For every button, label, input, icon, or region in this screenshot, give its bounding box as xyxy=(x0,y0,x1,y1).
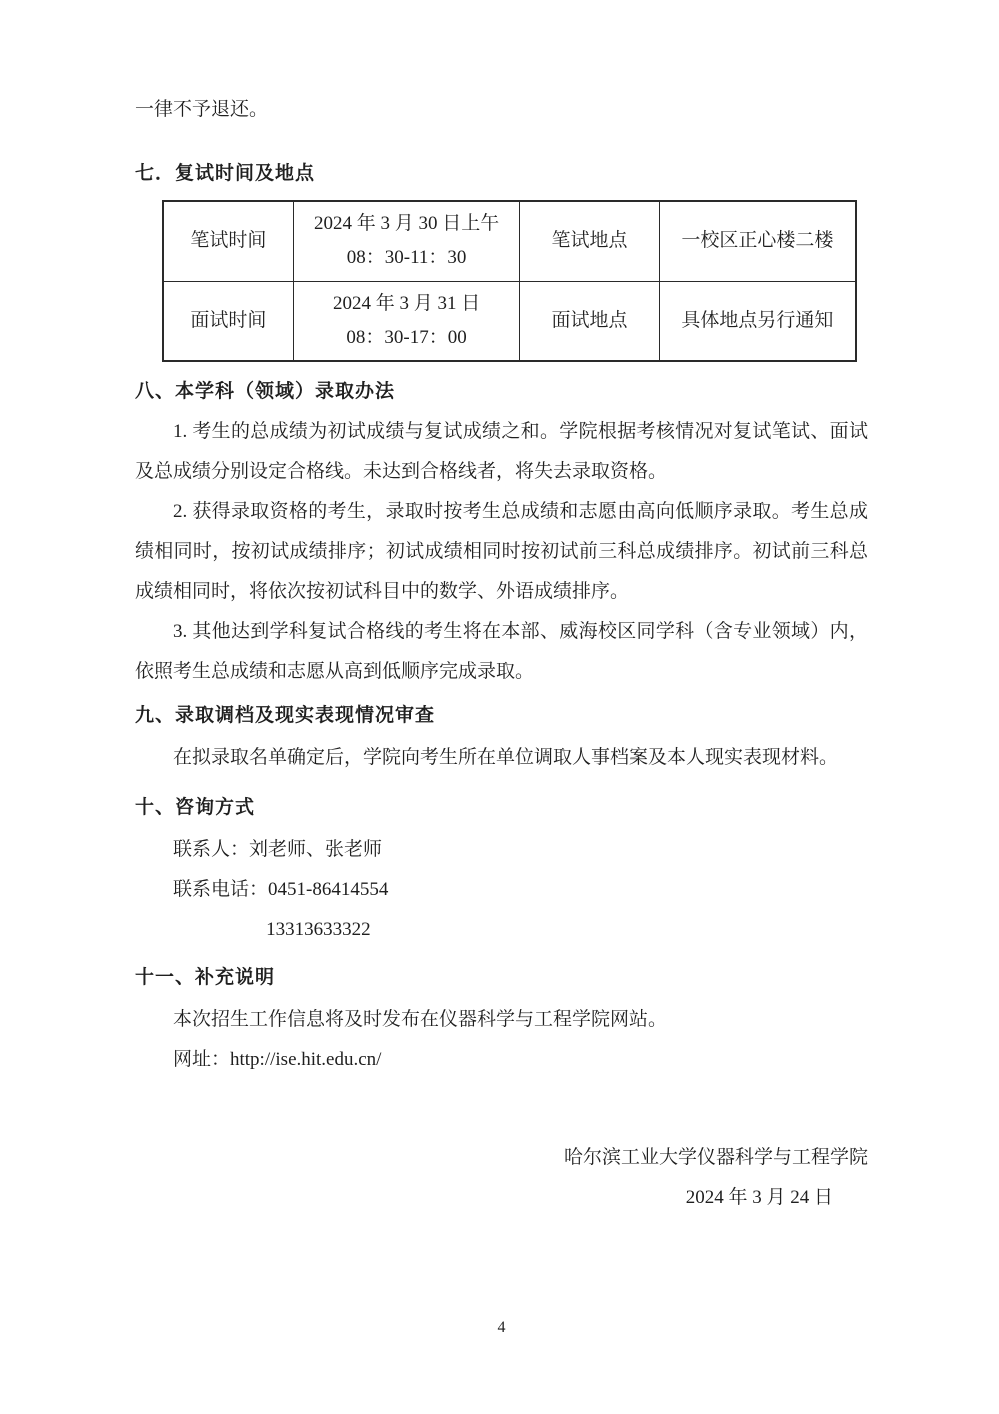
written-exam-place-label: 笔试地点 xyxy=(520,201,659,281)
section10-heading: 十、咨询方式 xyxy=(135,797,256,818)
signature-date: 2024 年 3 月 24 日 xyxy=(685,1187,833,1208)
table-row xyxy=(163,281,856,361)
signature-block xyxy=(135,1138,868,1218)
interview-hours: 08：30-17：00 xyxy=(346,326,467,348)
written-exam-time-value xyxy=(293,201,520,281)
section9-paragraph: 在拟录取名单确定后，学院向考生所在单位调取人事档案及本人现实表现材料。 xyxy=(173,747,839,768)
interview-date: 2024 年 3 月 31 日 xyxy=(332,292,481,314)
leading-text: 一律不予退还。 xyxy=(135,99,269,120)
website-line: 网址：http://ise.hit.edu.cn/ xyxy=(173,1049,382,1070)
contact-phone-line: 联系电话：0451-86414554 xyxy=(173,879,389,900)
contact-person-line: 联系人：刘老师、张老师 xyxy=(173,839,383,860)
written-exam-time-label: 笔试时间 xyxy=(163,201,293,281)
interview-place-value: 具体地点另行通知 xyxy=(659,281,856,361)
section8-paragraph-1: 1. 考生的总成绩为初试成绩与复试成绩之和。学院根据考核情况对复试笔试、面试及总成绩分别设定合格线。未达到合格线者，将失去录取资格。 xyxy=(135,421,868,482)
exam-schedule-table xyxy=(162,200,857,362)
written-exam-hours: 08：30-11：30 xyxy=(346,247,467,269)
section11-heading: 十一、补充说明 xyxy=(135,967,276,988)
table-row xyxy=(163,201,856,281)
interview-time-label: 面试时间 xyxy=(163,281,293,361)
interview-time-value xyxy=(293,281,520,361)
page-number: 4 xyxy=(497,1319,506,1336)
contact-phone2-line: 13313633322 xyxy=(266,919,371,940)
written-exam-date: 2024 年 3 月 30 日上午 xyxy=(313,213,500,235)
signature-organization: 哈尔滨工业大学仪器科学与工程学院 xyxy=(563,1147,868,1168)
section8-paragraph-3: 3. 其他达到学科复试合格线的考生将在本部、威海校区同学科（含专业领域）内，依照考生总成绩和志愿从高到低顺序完成录取。 xyxy=(135,621,868,682)
section11-paragraph: 本次招生工作信息将及时发布在仪器科学与工程学院网站。 xyxy=(173,1009,668,1030)
section8-heading: 八、本学科（领域）录取办法 xyxy=(135,381,396,402)
written-exam-place-value: 一校区正心楼二楼 xyxy=(659,201,856,281)
interview-place-label: 面试地点 xyxy=(520,281,659,361)
section8-paragraph-2: 2. 获得录取资格的考生，录取时按考生总成绩和志愿由高向低顺序录取。考生总成绩相同时，按初试成绩排序；初试成绩相同时按初试前三科总成绩排序。初试前三科总成绩相同时，将依次按初试科目中的数学、外语成绩排序。 xyxy=(135,501,868,602)
section9-heading: 九、录取调档及现实表现情况审查 xyxy=(135,705,436,726)
section7-heading: 七．复试时间及地点 xyxy=(135,163,316,184)
